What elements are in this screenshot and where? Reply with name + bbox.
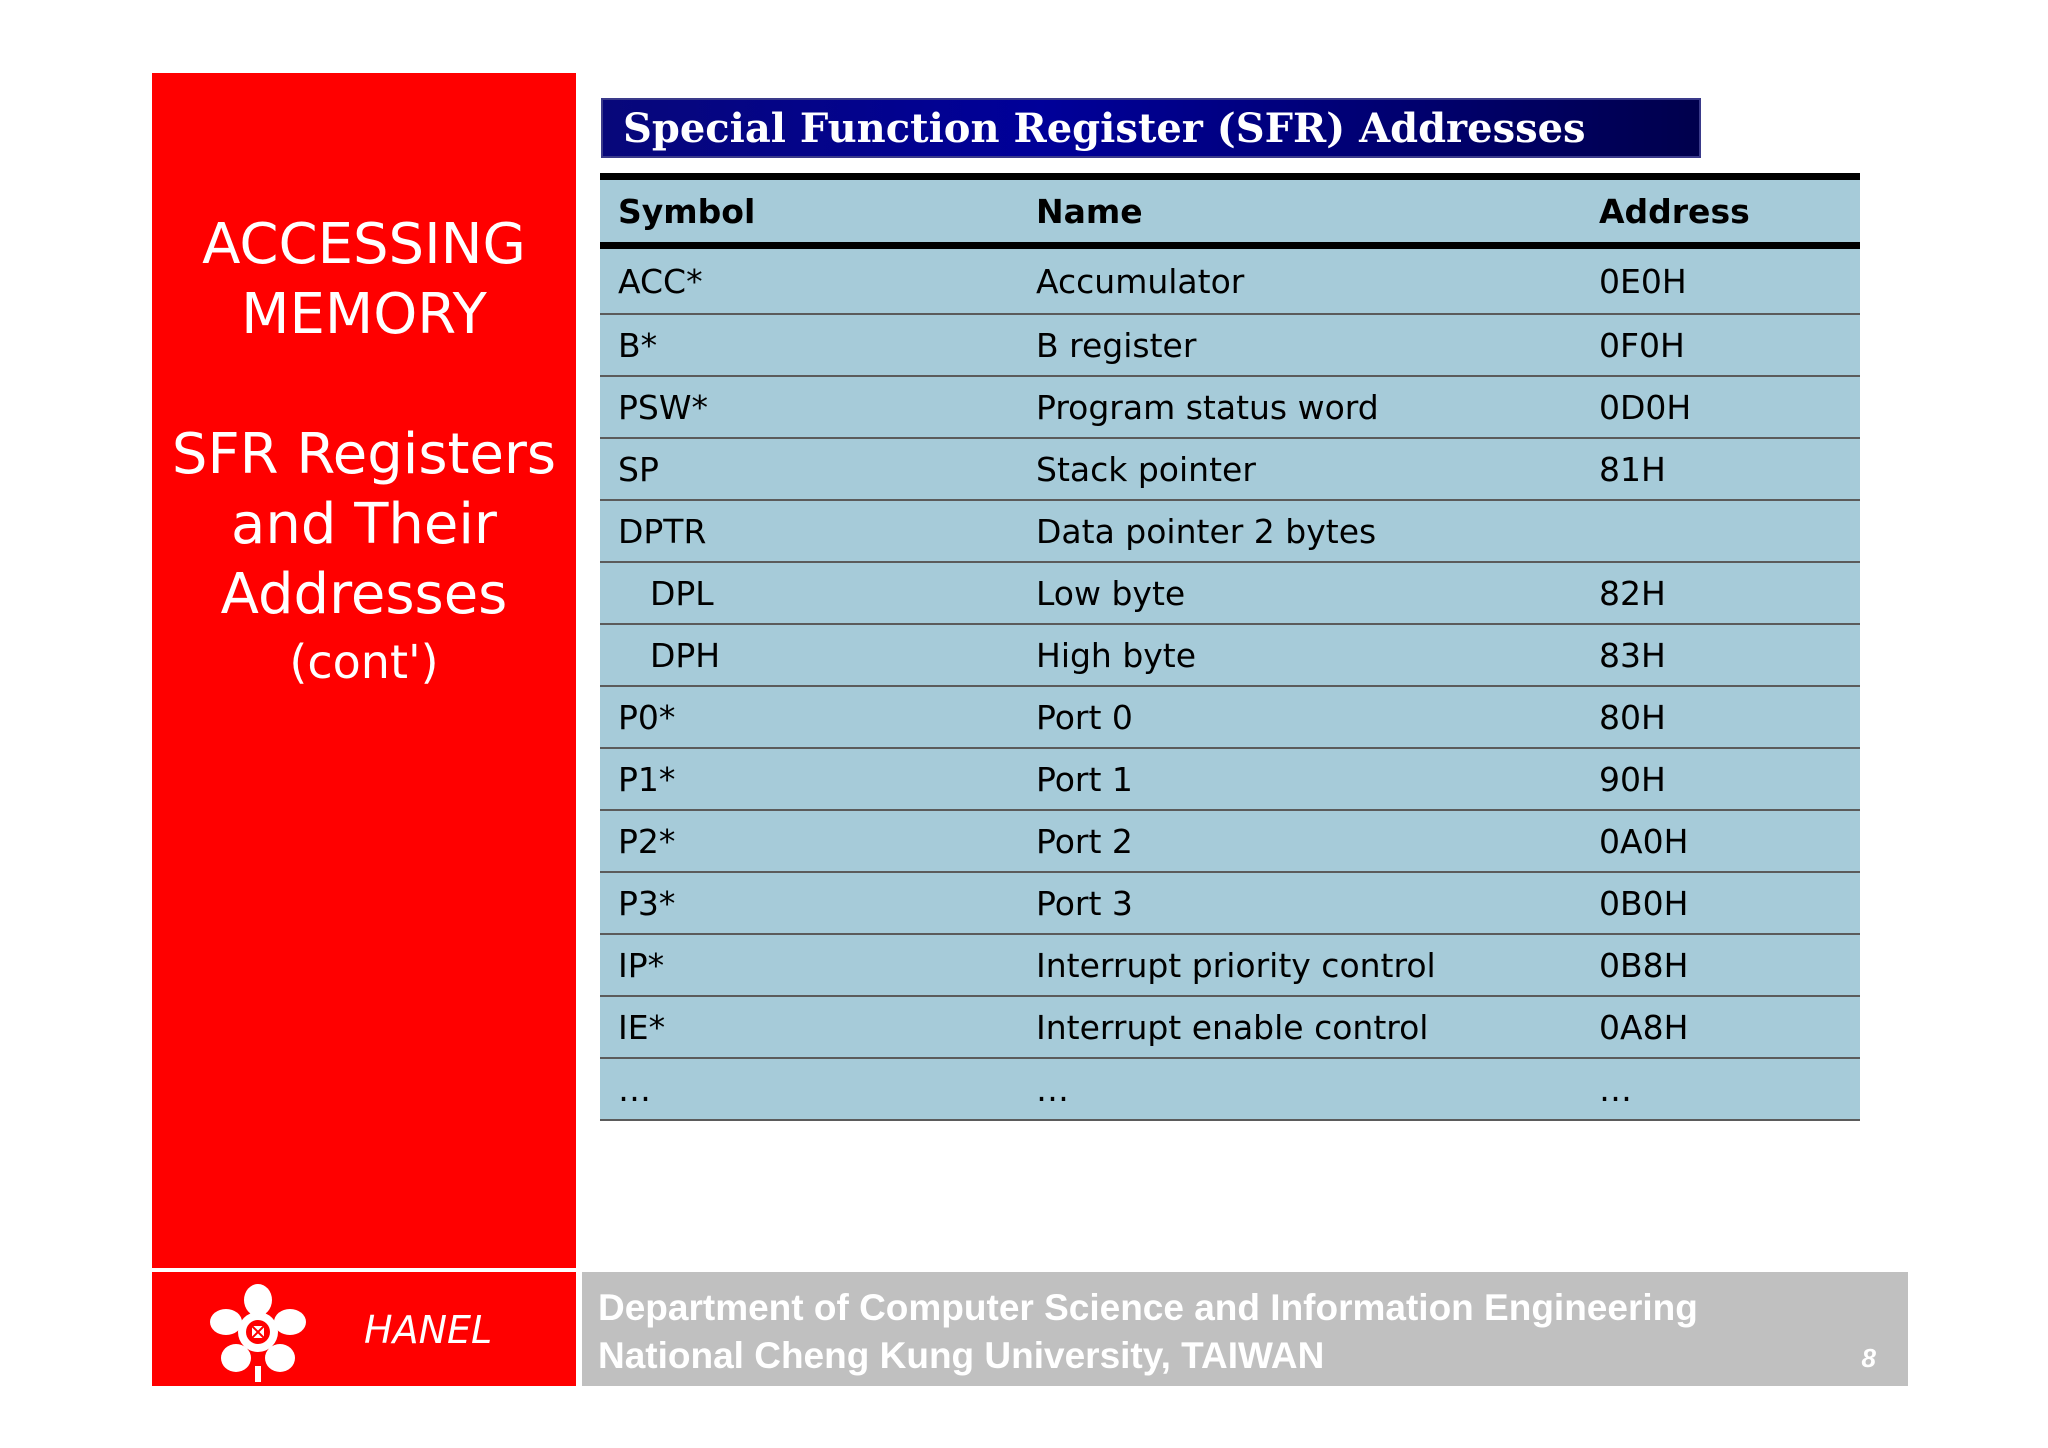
header-symbol: Symbol <box>600 177 1018 246</box>
cell-address: 0B0H <box>1581 872 1860 934</box>
cell-symbol: ACC* <box>600 246 1018 315</box>
heading-bar <box>601 98 1701 158</box>
cell-address: 82H <box>1581 562 1860 624</box>
cell-symbol: … <box>600 1058 1018 1120</box>
institution-text <box>598 1284 1698 1380</box>
cell-name: Port 0 <box>1018 686 1581 748</box>
department-label: Department of Computer Science and Information Engineering <box>598 1287 1698 1328</box>
cell-address: 0F0H <box>1581 314 1860 376</box>
cell-name: Interrupt priority control <box>1018 934 1581 996</box>
cell-symbol: DPTR <box>600 500 1018 562</box>
page-title: Special Function Register (SFR) Addresses <box>623 105 1586 152</box>
cell-symbol: PSW* <box>600 376 1018 438</box>
table-row <box>600 1058 1860 1120</box>
cell-address: … <box>1581 1058 1860 1120</box>
cell-symbol: P1* <box>600 748 1018 810</box>
sidebar-title-line1: ACCESSING <box>202 212 526 277</box>
footer-author-panel <box>152 1272 576 1386</box>
table-row <box>600 314 1860 376</box>
cell-name: High byte <box>1018 624 1581 686</box>
table-row <box>600 376 1860 438</box>
cell-address: 81H <box>1581 438 1860 500</box>
cell-name: Program status word <box>1018 376 1581 438</box>
page-number: 8 <box>1861 1343 1876 1373</box>
sidebar-subtitle-line2: and Their <box>231 492 497 557</box>
university-label: National Cheng Kung University, TAIWAN <box>598 1335 1325 1376</box>
header-address: Address <box>1581 177 1860 246</box>
cell-name: Port 2 <box>1018 810 1581 872</box>
cell-symbol: P2* <box>600 810 1018 872</box>
table-row <box>600 500 1860 562</box>
sfr-table <box>600 173 1860 1121</box>
cell-address: 83H <box>1581 624 1860 686</box>
cell-address: 90H <box>1581 748 1860 810</box>
table-row <box>600 624 1860 686</box>
cell-name: B register <box>1018 314 1581 376</box>
cell-symbol: P0* <box>600 686 1018 748</box>
table-row <box>600 438 1860 500</box>
header-name: Name <box>1018 177 1581 246</box>
table-header-row <box>600 177 1860 246</box>
sidebar-title-line2: MEMORY <box>241 282 487 347</box>
cell-address: 0B8H <box>1581 934 1860 996</box>
cell-name: Accumulator <box>1018 246 1581 315</box>
table-row <box>600 748 1860 810</box>
sidebar-subtitle-line1: SFR Registers <box>171 422 557 487</box>
table-row <box>600 246 1860 315</box>
table-row <box>600 934 1860 996</box>
table-row <box>600 562 1860 624</box>
table-row <box>600 810 1860 872</box>
cell-address <box>1581 500 1860 562</box>
sidebar-subtitle-line4: (cont') <box>289 635 439 689</box>
cell-symbol: IE* <box>600 996 1018 1058</box>
cell-address: 0A8H <box>1581 996 1860 1058</box>
sidebar-gap <box>152 350 576 420</box>
cell-name: … <box>1018 1058 1581 1120</box>
cell-name: Port 1 <box>1018 748 1581 810</box>
cell-name: Interrupt enable control <box>1018 996 1581 1058</box>
cell-symbol: B* <box>600 314 1018 376</box>
cell-address: 80H <box>1581 686 1860 748</box>
cell-name: Port 3 <box>1018 872 1581 934</box>
author-label: HANEL <box>364 1308 493 1352</box>
cell-address: 0D0H <box>1581 376 1860 438</box>
cell-symbol: P3* <box>600 872 1018 934</box>
table-row <box>600 686 1860 748</box>
cell-symbol: SP <box>600 438 1018 500</box>
cell-address: 0E0H <box>1581 246 1860 315</box>
table-row <box>600 872 1860 934</box>
cell-name: Low byte <box>1018 562 1581 624</box>
table-row <box>600 996 1860 1058</box>
cell-symbol: DPH <box>600 624 1018 686</box>
cell-symbol: DPL <box>600 562 1018 624</box>
cell-name: Stack pointer <box>1018 438 1581 500</box>
sidebar-title <box>152 210 576 694</box>
footer-institution-panel <box>582 1272 1908 1386</box>
university-seal-icon <box>202 1282 314 1382</box>
cell-address: 0A0H <box>1581 810 1860 872</box>
cell-symbol: IP* <box>600 934 1018 996</box>
sidebar-subtitle-line3: Addresses <box>220 562 508 627</box>
cell-name: Data pointer 2 bytes <box>1018 500 1581 562</box>
